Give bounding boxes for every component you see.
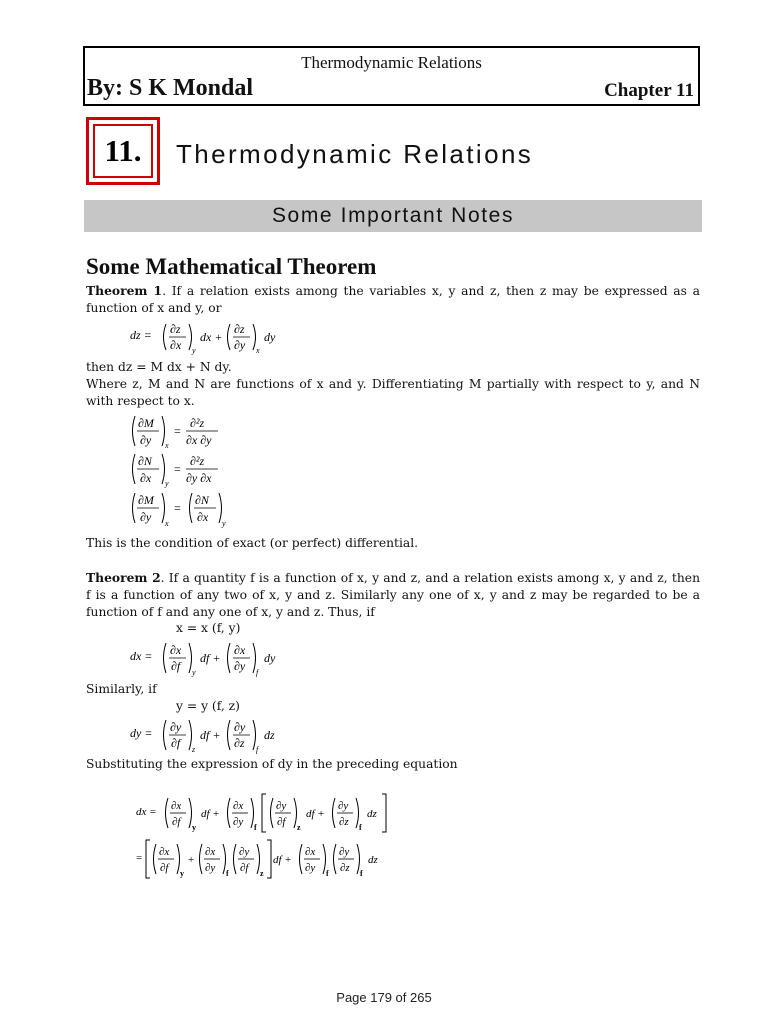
svg-text:=: = (136, 852, 143, 864)
section-title: Some Mathematical Theorem (86, 254, 377, 279)
theorem2-text: . If a quantity f is a function of x, y and z, and a relation exists among x, y and z, then f is a function of any two of x, y and z. Similarly any one of x, y and z may be regarded to be a function of f and any one of x, y and z. Thus, if (86, 571, 700, 619)
similarly-line: Similarly, if (86, 682, 157, 696)
equation-dx-regrouped (136, 834, 396, 882)
svg-text:∂²z: ∂²z (190, 454, 205, 468)
svg-text:=: = (174, 462, 181, 476)
svg-text:x: x (256, 346, 260, 355)
theorem1-paragraph (86, 282, 700, 317)
svg-text:y: y (165, 479, 169, 488)
notes-band-title: Some Important Notes (271, 204, 515, 227)
svg-text:∂y: ∂y (140, 510, 152, 524)
svg-text:f: f (256, 668, 259, 677)
svg-text:f: f (326, 869, 329, 878)
svg-text:∂M: ∂M (138, 416, 154, 430)
where-paragraph: Where z, M and N are functions of x and y. Differentiating M partially with respect to y, and N with respect to x. (86, 377, 700, 408)
svg-text:dz =: dz = (130, 328, 152, 342)
svg-text:∂x: ∂x (171, 800, 182, 812)
svg-text:dx =: dx = (136, 806, 157, 818)
svg-text:z: z (192, 745, 196, 754)
x-function-line: x = x (f, y) (176, 621, 241, 635)
svg-text:∂y: ∂y (305, 862, 316, 874)
svg-text:f: f (359, 823, 362, 832)
svg-text:y: y (192, 346, 196, 355)
header-title: Thermodynamic Relations (301, 53, 482, 72)
equation-dN (128, 452, 288, 488)
exact-condition-text: This is the condition of exact (or perfect) differential. (86, 536, 419, 550)
svg-text:dz: dz (264, 728, 275, 742)
theorem1-label: Theorem 1 (86, 283, 163, 298)
svg-text:∂y: ∂y (170, 720, 182, 734)
svg-text:∂z: ∂z (234, 736, 245, 750)
page-number: Page 179 of 265 (336, 990, 432, 1005)
svg-text:∂y ∂x: ∂y ∂x (186, 471, 212, 485)
svg-text:∂y: ∂y (339, 846, 350, 858)
svg-text:df +: df + (200, 728, 221, 742)
svg-text:∂x: ∂x (159, 846, 170, 858)
svg-text:=: = (174, 424, 181, 438)
theorem2-label: Theorem 2 (86, 570, 161, 585)
header-author: By: S K Mondal (87, 75, 254, 101)
chapter-number-badge (86, 117, 160, 185)
svg-text:∂y: ∂y (140, 433, 152, 447)
svg-text:∂z: ∂z (340, 862, 350, 874)
svg-text:∂x: ∂x (140, 471, 152, 485)
svg-text:∂y: ∂y (234, 720, 246, 734)
notes-band (84, 200, 702, 232)
chapter-heading: Thermodynamic Relations (176, 139, 534, 169)
svg-text:∂f: ∂f (171, 736, 181, 750)
theorem2-paragraph (86, 569, 700, 621)
svg-text:dy: dy (264, 330, 276, 344)
svg-text:x: x (165, 519, 169, 528)
svg-text:dx +: dx + (200, 330, 223, 344)
svg-text:∂y: ∂y (239, 846, 250, 858)
svg-text:dz: dz (368, 854, 378, 866)
running-header (83, 46, 700, 106)
svg-text:∂x: ∂x (205, 846, 216, 858)
svg-text:y: y (192, 668, 196, 677)
svg-text:∂f: ∂f (277, 816, 286, 828)
svg-text:df +: df + (273, 854, 292, 866)
svg-text:∂N: ∂N (195, 493, 209, 507)
svg-text:∂f: ∂f (171, 659, 181, 673)
svg-text:z: z (297, 823, 301, 832)
equation-dM (128, 414, 288, 450)
svg-text:+: + (188, 854, 195, 866)
svg-text:dy =: dy = (130, 726, 153, 740)
svg-text:∂f: ∂f (172, 816, 181, 828)
svg-text:dz: dz (367, 808, 377, 820)
svg-text:∂x: ∂x (170, 338, 182, 352)
equation-dx-substituted (136, 788, 396, 836)
svg-text:dy: dy (264, 651, 276, 665)
svg-text:y: y (222, 519, 226, 528)
svg-text:∂x: ∂x (170, 643, 182, 657)
svg-text:f: f (254, 823, 257, 832)
equation-dy (130, 714, 330, 756)
svg-text:∂x: ∂x (234, 643, 246, 657)
svg-text:∂N: ∂N (138, 454, 152, 468)
substituting-line: Substituting the expression of dy in the preceding equation (86, 757, 458, 771)
equation-dx (130, 637, 330, 679)
svg-text:df +: df + (200, 651, 221, 665)
svg-text:∂y: ∂y (205, 862, 216, 874)
equation-exact (128, 491, 288, 529)
equation-dz (130, 316, 330, 358)
svg-text:df +: df + (306, 808, 325, 820)
svg-text:df +: df + (201, 808, 220, 820)
svg-text:∂x ∂y: ∂x ∂y (186, 433, 212, 447)
svg-text:f: f (360, 869, 363, 878)
svg-text:∂y: ∂y (233, 816, 244, 828)
svg-text:f: f (226, 869, 229, 878)
svg-text:∂²z: ∂²z (190, 416, 205, 430)
svg-text:∂z: ∂z (339, 816, 349, 828)
svg-text:∂z: ∂z (234, 322, 245, 336)
svg-text:f: f (256, 745, 259, 754)
svg-text:∂x: ∂x (197, 510, 209, 524)
svg-text:∂x: ∂x (305, 846, 316, 858)
then-line: then dz = M dx + N dy. (86, 360, 232, 374)
y-function-line: y = y (f, z) (176, 699, 240, 713)
chapter-number: 11. (104, 133, 142, 168)
svg-text:dx =: dx = (130, 649, 153, 663)
svg-text:z: z (260, 869, 264, 878)
svg-text:∂y: ∂y (338, 800, 349, 812)
svg-text:∂y: ∂y (234, 338, 246, 352)
theorem1-text: . If a relation exists among the variables x, y and z, then z may be expressed as a function of x and y, or (86, 284, 700, 315)
svg-text:∂f: ∂f (240, 862, 249, 874)
svg-text:y: y (180, 869, 184, 878)
svg-text:x: x (165, 441, 169, 450)
svg-text:∂y: ∂y (276, 800, 287, 812)
svg-text:∂x: ∂x (233, 800, 244, 812)
svg-text:∂M: ∂M (138, 493, 154, 507)
svg-text:=: = (174, 501, 181, 515)
svg-text:∂f: ∂f (160, 862, 169, 874)
svg-text:∂y: ∂y (234, 659, 246, 673)
svg-text:∂z: ∂z (170, 322, 181, 336)
header-chapter: Chapter 11 (604, 80, 694, 101)
svg-text:y: y (192, 823, 196, 832)
